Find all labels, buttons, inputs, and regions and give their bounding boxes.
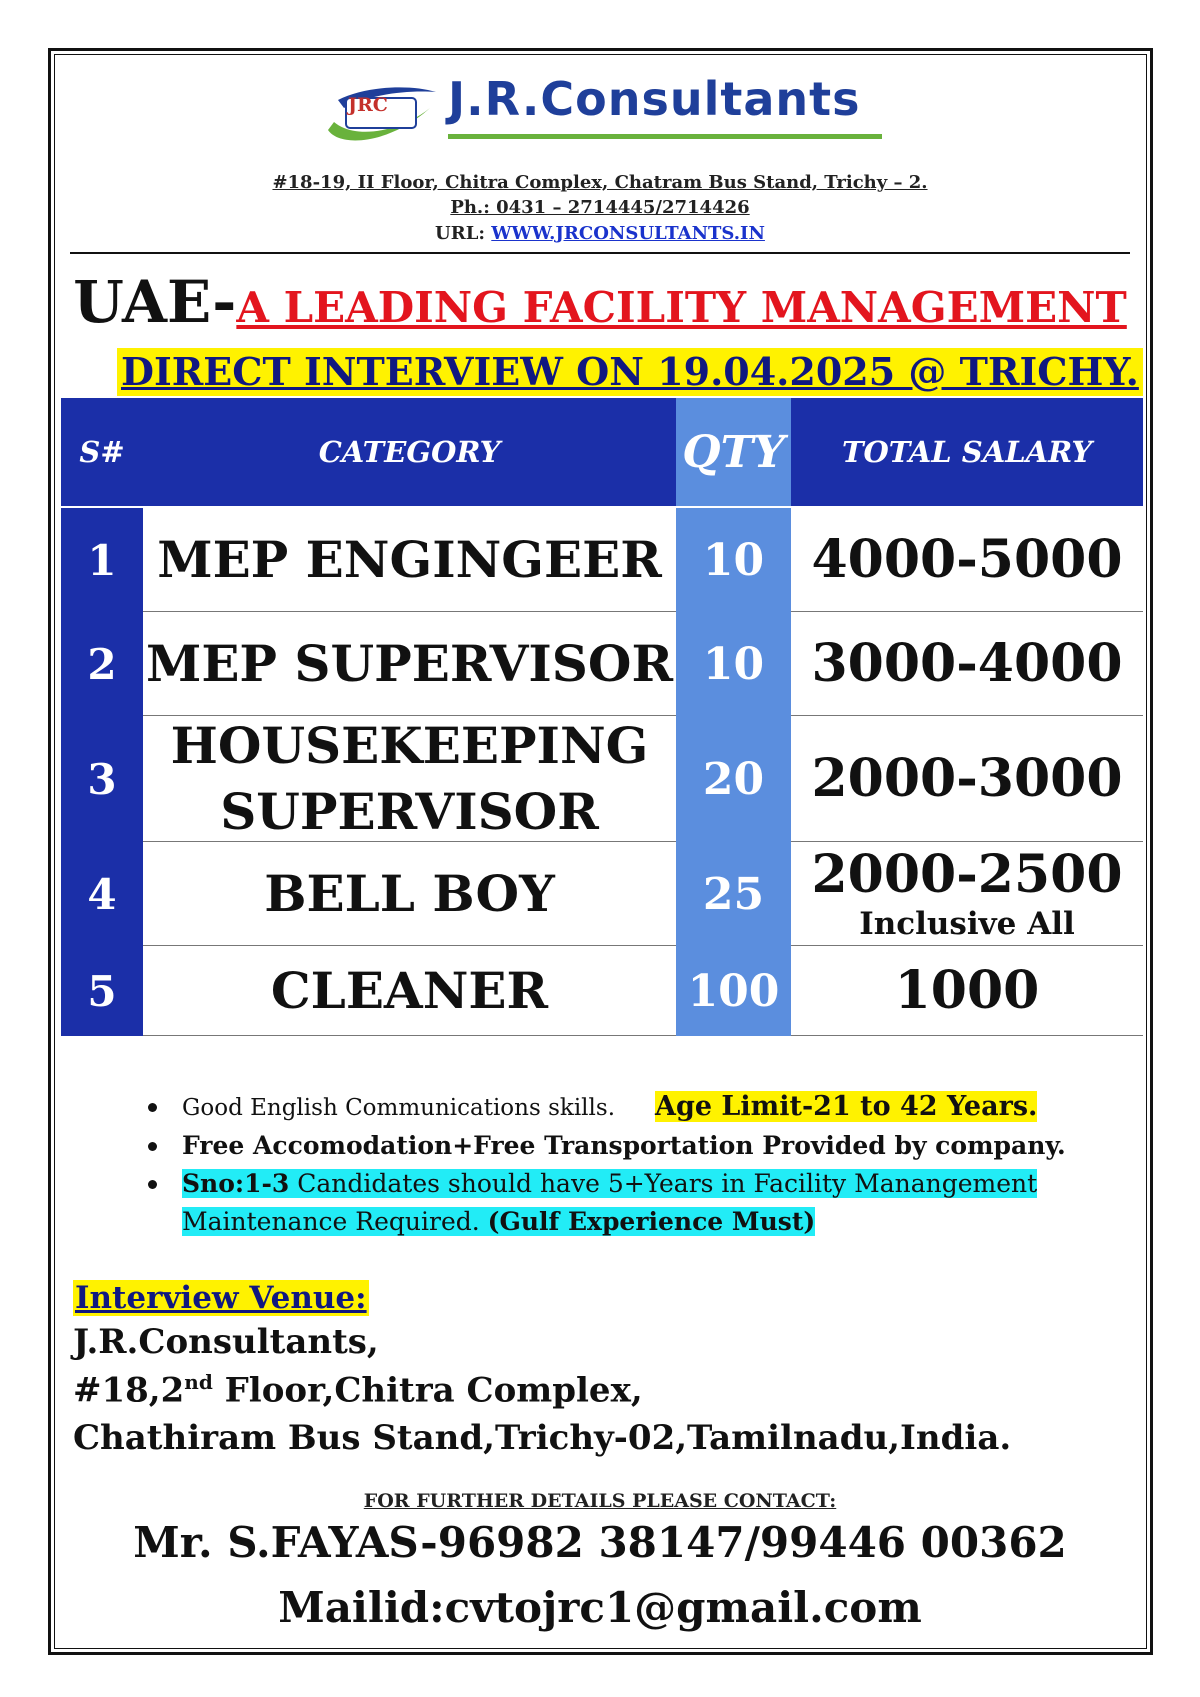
logo-underline (448, 134, 882, 139)
list-item: Sno:1-3 Candidates should have 5+Years in Facility Manangement Maintenance Required. (Gulf Experience Must) (148, 1165, 1138, 1241)
venue-line: Chathiram Bus Stand,Trichy-02,Tamilnadu,India. (73, 1418, 1012, 1458)
row-category: HOUSEKEEPING SUPERVISOR (143, 716, 676, 842)
page-title (0, 268, 1200, 336)
row-category: BELL BOY (143, 842, 676, 946)
row-category: CLEANER (143, 946, 676, 1036)
row-salary: 4000-5000 (791, 508, 1143, 612)
row-qty: 10 (676, 612, 791, 716)
row-salary: 2000-2500 Inclusive All (791, 842, 1143, 946)
row-salary: 2000-3000 (791, 716, 1143, 842)
header-sn: S# (61, 398, 143, 506)
requirements-list (148, 1088, 1138, 1241)
header-divider (70, 252, 1130, 254)
bullet-icon (148, 1103, 157, 1112)
list-item: Free Accomodation+Free Transportation Provided by company. (148, 1127, 1138, 1165)
website-link[interactable]: WWW.JRCONSULTANTS.IN (491, 223, 765, 244)
contact-heading: FOR FURTHER DETAILS PLEASE CONTACT: (363, 1490, 837, 1512)
header-qty: QTY (676, 398, 791, 506)
row-category: MEP ENGINGEER (143, 508, 676, 612)
row-qty: 100 (676, 946, 791, 1036)
header-salary: TOTAL SALARY (791, 398, 1143, 506)
url-label: URL: (435, 223, 492, 244)
title-country: UAE- (73, 268, 237, 336)
row-qty: 20 (676, 716, 791, 842)
row-qty: 10 (676, 508, 791, 612)
row-sn: 2 (61, 612, 143, 716)
venue-heading: Interview Venue: (75, 1280, 367, 1316)
table-row (61, 842, 1143, 946)
contact-name-phone: Mr. S.FAYAS-96982 38147/99446 00362 (133, 1518, 1067, 1567)
row-sn: 5 (61, 946, 143, 1036)
interview-date-banner: DIRECT INTERVIEW ON 19.04.2025 @ TRICHY. (117, 348, 1143, 396)
venue-line: J.R.Consultants, (73, 1322, 379, 1362)
table-row (61, 508, 1143, 612)
table-row (61, 612, 1143, 716)
contact-email[interactable]: Mailid:cvtojrc1@gmail.com (278, 1583, 922, 1632)
url-line (0, 223, 1200, 244)
row-sn: 3 (61, 716, 143, 842)
company-logo (320, 72, 890, 152)
row-sn: 1 (61, 508, 143, 612)
row-category: MEP SUPERVISOR (143, 612, 676, 716)
logo-text: J.R.Consultants (448, 72, 861, 126)
table-row (61, 946, 1143, 1036)
salary-note: Inclusive All (859, 906, 1075, 942)
title-company: A LEADING FACILITY MANAGEMENT (236, 283, 1127, 332)
jobs-table (61, 398, 1143, 1080)
address-line: #18-19, II Floor, Chitra Complex, Chatram Bus Stand, Trichy – 2. (272, 172, 928, 193)
row-sn: 4 (61, 842, 143, 946)
age-limit: Age Limit-21 to 42 Years. (655, 1091, 1038, 1122)
row-salary: 1000 (791, 946, 1143, 1036)
table-row (61, 716, 1143, 842)
venue-line: #18,2nd Floor,Chitra Complex, (73, 1370, 643, 1411)
bullet-icon (148, 1142, 157, 1151)
list-item: Good English Communications skills. Age Limit-21 to 42 Years. (148, 1088, 1138, 1127)
bullet-icon (148, 1180, 157, 1189)
row-salary: 3000-4000 (791, 612, 1143, 716)
header-category: CATEGORY (143, 398, 676, 506)
logo-mark-text: JRC (348, 94, 388, 116)
phone-line: Ph.: 0431 – 2714445/2714426 (450, 197, 750, 218)
row-qty: 25 (676, 842, 791, 946)
